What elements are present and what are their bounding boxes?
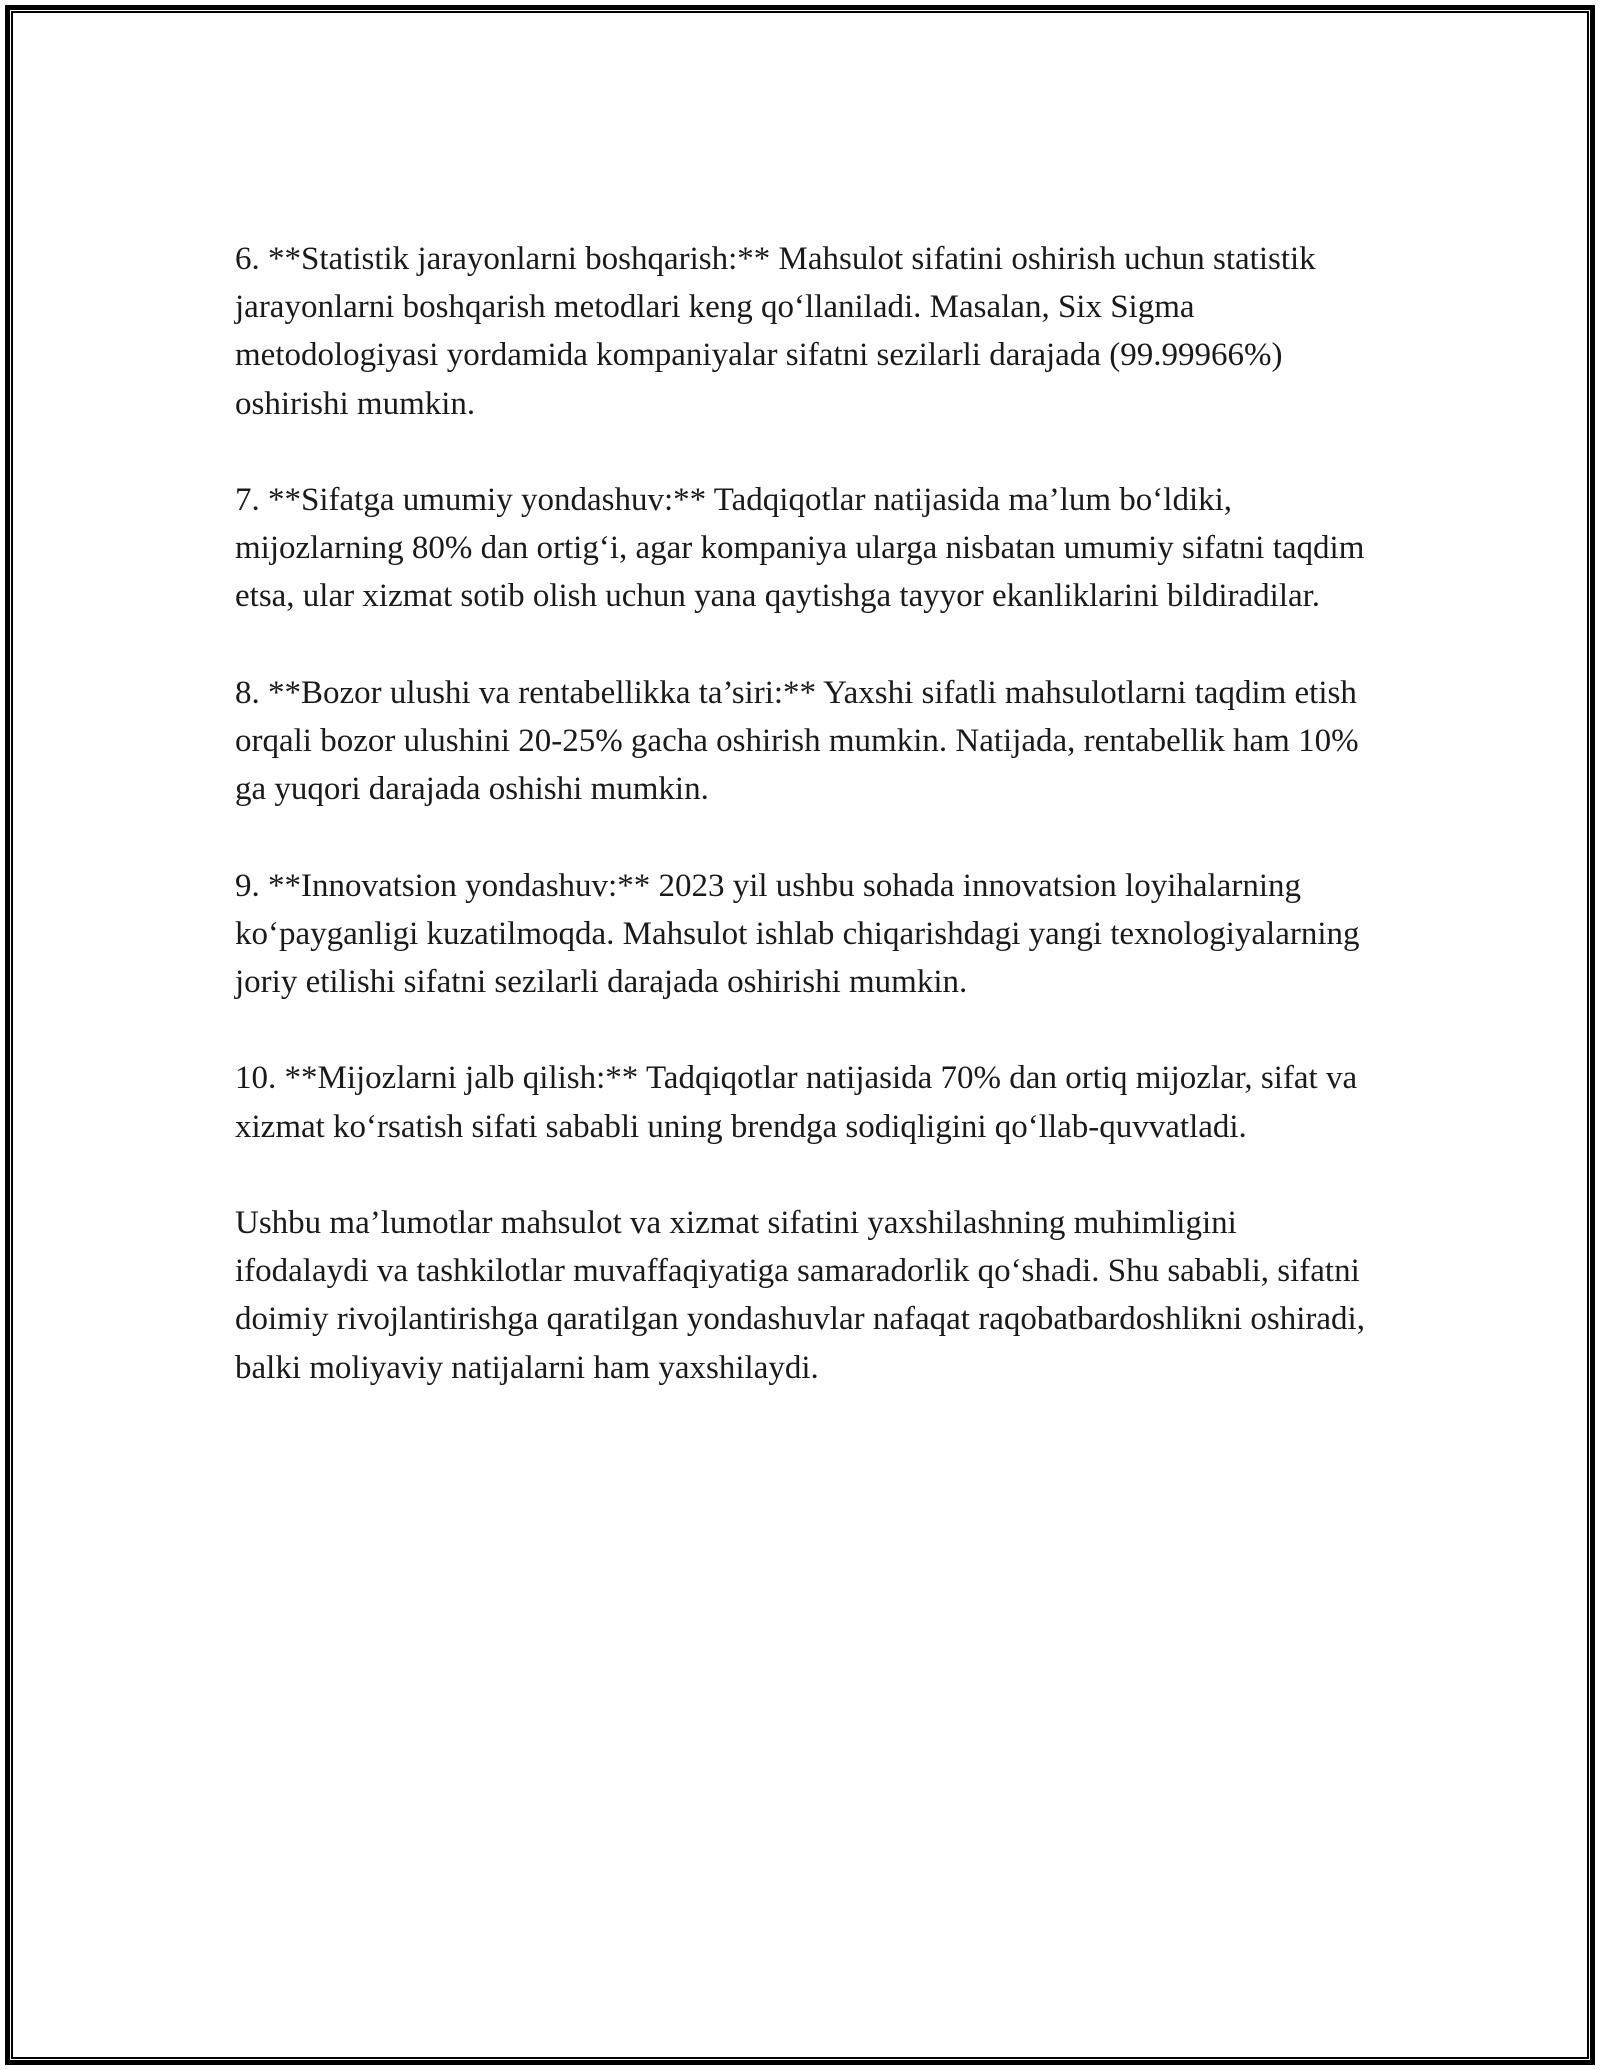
document-body [235, 235, 1375, 1392]
paragraph-conclusion: Ushbu ma’lumotlar mahsulot va xizmat sifatini yaxshilashning muhimligini ifodalaydi va tashkilotlar muvaffaqiyatiga samaradorlik qo‘shadi. Shu sababli, sifatni doimiy rivojlantirishga qaratilgan yondashuvlar nafaqat raqobatbardoshlikni oshiradi, balki moliyaviy natijalarni ham yaxshilaydi. [235, 1204, 1365, 1386]
paragraph-innovation: 9. **Innovatsion yondashuv:** 2023 yil ushbu sohada innovatsion loyihalarning ko‘payganligi kuzatilmoqda. Mahsulot ishlab chiqarishdagi yangi texnologiyalarning joriy etilishi sifatni sezilarli darajada oshirishi mumkin. [235, 867, 1360, 1000]
paragraph-customer-engagement: 10. **Mijozlarni jalb qilish:** Tadqiqotlar natijasida 70% dan ortiq mijozlar, sifat va xizmat ko‘rsatish sifati sababli uning brendga sodiqligini qo‘llab-quvvatladi. [235, 1060, 1358, 1145]
paragraph-quality-approach: 7. **Sifatga umumiy yondashuv:** Tadqiqotlar natijasida ma’lum bo‘ldiki, mijozlarning 80% dan ortig‘i, agar kompaniya ularga nisbatan umumiy sifatni taqdim etsa, ular xizmat sotib olish uchun yana qaytishga tayyor ekanliklarini bildiradilar. [235, 482, 1365, 615]
paragraph-market-share: 8. **Bozor ulushi va rentabellikka ta’siri:** Yaxshi sifatli mahsulotlarni taqdim etish orqali bozor ulushini 20-25% gacha oshirish mumkin. Natijada, rentabellik ham 10% ga yuqori darajada oshishi mumkin. [235, 674, 1359, 808]
paragraph-statistical-process-control: 6. **Statistik jarayonlarni boshqarish:** Mahsulot sifatini oshirish uchun statistik jarayonlarni boshqarish metodlari keng qo‘llaniladi. Masalan, Six Sigma metodologiyasi yordamida kompaniyalar sifatni sezilarli darajada (99.99966%) oshirishi mumkin. [235, 241, 1316, 422]
